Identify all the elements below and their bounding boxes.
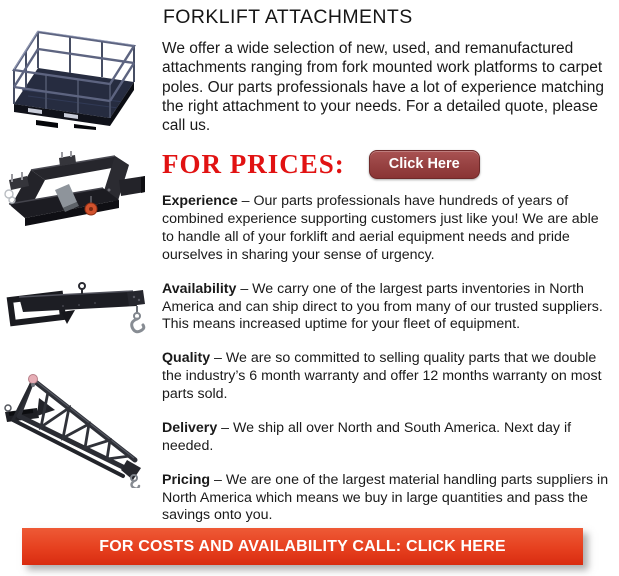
bottom-banner-link[interactable]: FOR COSTS AND AVAILABILITY CALL: CLICK HERE <box>22 528 583 565</box>
pricing-body: – We are one of the largest material handling parts suppliers in North America which means we buy in large quantities and pass the savings onto you. <box>162 471 609 524</box>
for-prices-label: FOR PRICES: <box>162 148 345 179</box>
pricing-heading: Pricing <box>162 471 211 488</box>
click-here-button[interactable]: Click Here <box>369 150 480 179</box>
for-prices-row <box>162 148 612 180</box>
fork-frame-illustration <box>3 146 147 246</box>
experience-heading: Experience <box>162 193 238 210</box>
availability-body: – We carry one of the largest parts inventories in North America and can ship direct to you from many of our trusted suppliers. This means increased uptime for your fleet of equipment. <box>162 280 603 333</box>
work-platform-image <box>8 24 141 130</box>
availability-heading: Availability <box>162 280 237 297</box>
delivery-paragraph <box>162 420 612 455</box>
intro-paragraph: We offer a wide selection of new, used, and remanufactured attachments ranging from fork mounted work platforms to carpet poles. Our parts professionals have a lot of experience matching the right attachment to your needs. For a detailed quote, please call us. <box>162 40 604 135</box>
jib-boom-image <box>3 270 149 346</box>
delivery-body: – We ship all over North and South America. Next day if needed. <box>162 420 572 454</box>
truss-boom-illustration <box>3 368 149 488</box>
delivery-heading: Delivery <box>162 420 218 437</box>
experience-paragraph <box>162 193 612 264</box>
main-content <box>162 6 612 542</box>
jib-boom-illustration <box>3 270 149 346</box>
availability-paragraph <box>162 281 612 334</box>
truss-boom-image <box>3 368 149 488</box>
pricing-paragraph <box>162 472 612 525</box>
work-platform-illustration <box>8 24 141 130</box>
page-title: FORKLIFT ATTACHMENTS <box>163 6 413 28</box>
fork-frame-image <box>3 146 147 246</box>
quality-paragraph <box>162 350 612 403</box>
experience-body: – Our parts professionals have hundreds of years of combined experience supporting customers just like you! We are able to handle all of your forklift and aerial equipment needs and pride ourselves in sharing your sense of urgency. <box>162 193 599 263</box>
quality-heading: Quality <box>162 350 211 367</box>
quality-body: – We are so committed to selling quality parts that we double the industry’s 6 month warranty and offer 12 months warranty on most parts sold. <box>162 350 602 402</box>
